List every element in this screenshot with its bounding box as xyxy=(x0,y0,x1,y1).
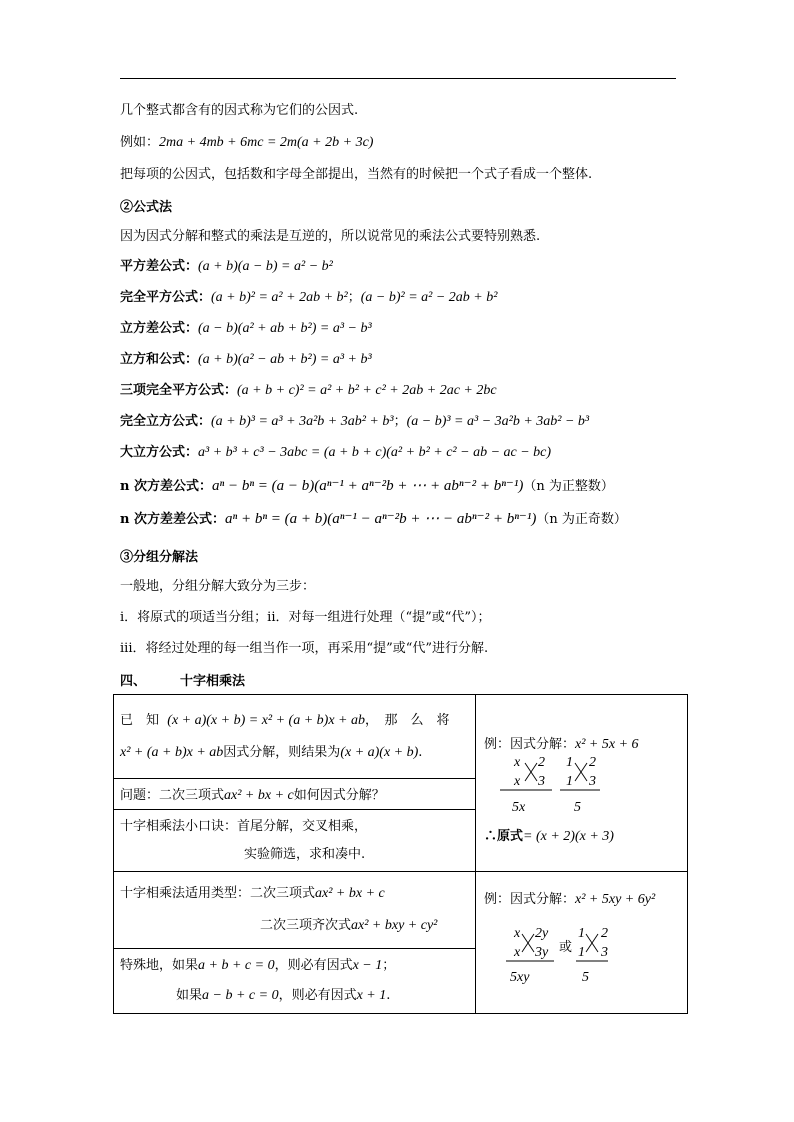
cross-term: 3y xyxy=(535,945,549,960)
text: 如何因式分解？ xyxy=(293,788,385,803)
section-heading-formula-method: ②公式法 xyxy=(120,200,173,215)
text: ，则必有因式 xyxy=(274,957,353,973)
cross-term: 1 xyxy=(566,773,573,789)
cross-sum: 5xy xyxy=(510,970,530,985)
example-formula: x² + 5x + 6 xyxy=(575,736,639,752)
identity-line-1 xyxy=(120,712,469,730)
formula-expression: (a + b + c)² = a² + b² + c² + 2ab + 2ac + 2bc xyxy=(237,383,497,398)
formula-expression: (a + b)³ = a³ + 3a²b + 3ab² + b³ xyxy=(211,414,394,429)
header-rule xyxy=(120,78,676,79)
formula-expression: aⁿ + bⁿ = (a + b)(aⁿ⁻¹ − aⁿ⁻²b + ⋯ − abⁿ⁻² + bⁿ⁻¹) xyxy=(224,511,537,527)
section-number: 四、 xyxy=(120,674,147,689)
text: . xyxy=(386,987,391,1003)
example-formula: x² + 5xy + 6y² xyxy=(575,892,656,907)
formula-label: 平方差公式： xyxy=(120,259,199,274)
formula-label: 三项完全平方公式： xyxy=(120,383,238,398)
text: 已 知 xyxy=(120,712,160,728)
cross-term: 2 xyxy=(589,754,596,770)
cell-applicable-types xyxy=(114,872,476,949)
identity-formula: x² + (a + b)x + ab xyxy=(120,744,224,760)
formula-row xyxy=(120,289,497,307)
formula-expression: (a + b)(a² − ab + b²) = a³ + b³ xyxy=(198,352,372,367)
formula-label: 完全平方公式： xyxy=(120,290,212,305)
formula-expression: (a − b)(a² + ab + b²) = a³ − b³ xyxy=(198,321,372,336)
text: 问题：二次三项式 xyxy=(120,788,225,803)
cell-example-2 xyxy=(476,872,688,1014)
text: ， 那 么 将 xyxy=(365,712,450,728)
formula-row xyxy=(120,510,627,529)
cross-term: 2 xyxy=(538,754,545,770)
factor-formula: x − 1 xyxy=(352,957,383,973)
text: ； xyxy=(382,957,396,973)
section-heading-cross-multiplication xyxy=(120,670,245,689)
formula-separator: ； xyxy=(347,290,361,305)
therefore-label: ∴原式 xyxy=(484,828,524,844)
text: 十字相乘法适用类型：二次三项式 xyxy=(120,885,316,901)
section2-desc: 因为因式分解和整式的乘法是互逆的，所以说常见的乘法公式要特别熟悉. xyxy=(120,229,541,244)
formula-label: n 次方差公式： xyxy=(120,479,212,494)
result-formula: (x + a)(x + b) xyxy=(340,744,419,760)
result-formula: = (x + 2)(x + 3) xyxy=(523,828,614,844)
formula-expression: a³ + b³ + c³ − 3abc = (a + b + c)(a² + b² + c² − ab − ac − bc) xyxy=(198,445,552,460)
cell-question xyxy=(114,779,476,810)
example-label: 例：因式分解： xyxy=(484,736,576,752)
section3-line-1: 一般地，分组分解大致分为三步： xyxy=(120,579,316,594)
question-formula: ax² + bx + c xyxy=(224,788,294,803)
formula-label: 完全立方公式： xyxy=(120,414,212,429)
formula-separator: ； xyxy=(393,414,407,429)
formula-row xyxy=(120,444,551,462)
example-formula: 2ma + 4mb + 6mc = 2m(a + 2b + 3c) xyxy=(159,135,374,150)
intro-line-3: 把每项的公因式，包括数和字母全部提出，当然有的时候把一个式子看成一个整体. xyxy=(120,167,593,182)
example-label: 例：因式分解： xyxy=(484,892,576,907)
formula-expression: (a + b)² = a² + 2ab + b² xyxy=(211,290,348,305)
formula-row xyxy=(120,382,497,400)
formula-note: （n 为正奇数） xyxy=(536,512,627,527)
text: 特殊地，如果 xyxy=(120,957,199,973)
formula-expression: aⁿ − bⁿ = (a − b)(aⁿ⁻¹ + aⁿ⁻²b + ⋯ + abⁿ⁻² + bⁿ⁻¹) xyxy=(211,478,524,494)
example-label: 例如： xyxy=(120,135,160,150)
text: 因式分解，则结果为 xyxy=(223,744,341,760)
example2-title xyxy=(484,888,655,908)
formula-row xyxy=(120,413,589,431)
formula-row xyxy=(120,320,372,338)
type-formula: ax² + bx + c xyxy=(315,885,385,901)
text: . xyxy=(418,744,423,760)
type-formula: ax² + bxy + cy² xyxy=(351,917,438,933)
cell-known-identity xyxy=(114,695,476,779)
cross-term: 1 xyxy=(578,926,585,941)
mnemonic-line-2: 实验筛选，求和凑中. xyxy=(244,846,366,862)
special-line-2 xyxy=(120,987,469,1005)
cross-term: 3 xyxy=(589,773,596,789)
cell-example-1 xyxy=(476,695,688,872)
cross-term: 3 xyxy=(538,773,545,789)
cross-term: x xyxy=(514,926,521,941)
cross-sum: 5x xyxy=(512,799,526,815)
formula-label: 立方差公式： xyxy=(120,321,199,336)
formula-row xyxy=(120,351,372,369)
formula-expression-2: (a − b)² = a² − 2ab + b² xyxy=(360,290,498,305)
formula-note: （n 为正整数） xyxy=(523,479,614,494)
example1-result xyxy=(484,825,614,845)
types-line-1 xyxy=(120,885,469,903)
intro-example xyxy=(120,134,373,152)
identity-line-2 xyxy=(120,744,469,762)
formula-expression-2: (a − b)³ = a³ − 3a²b + 3ab² − b³ xyxy=(406,414,590,429)
formula-label: n 次方差差公式： xyxy=(120,512,225,527)
text: 如果 xyxy=(176,987,203,1003)
section3-line-2: i．将原式的项适当分组；ii．对每一组进行处理（“提”或“代”）； xyxy=(120,610,491,625)
cross-term: 2y xyxy=(535,926,549,941)
formula-expression: (a + b)(a − b) = a² − b² xyxy=(198,259,333,274)
example1-title xyxy=(484,733,639,753)
cross-term: 2 xyxy=(601,926,608,941)
section-heading-grouping: ③分组分解法 xyxy=(120,550,199,565)
condition-formula: a + b + c = 0 xyxy=(198,957,275,973)
cross-term: x xyxy=(514,945,521,960)
text: 二次三项齐次式 xyxy=(260,917,352,933)
factor-formula: x + 1 xyxy=(356,987,387,1003)
special-line-1 xyxy=(120,957,469,975)
text: ，则必有因式 xyxy=(278,987,357,1003)
intro-line-1: 几个整式都含有的因式称为它们的公因式. xyxy=(120,103,359,118)
cell-special-cases xyxy=(114,948,476,1013)
section3-line-3: iii．将经过处理的每一组当作一项，再采用“提”或“代”进行分解. xyxy=(120,641,489,656)
cell-mnemonic xyxy=(114,810,476,872)
cross-term: x xyxy=(514,754,521,770)
or-label: 或 xyxy=(559,940,573,955)
types-line-2 xyxy=(120,917,469,935)
formula-label: 大立方公式： xyxy=(120,445,199,460)
cross-term: x xyxy=(514,773,521,789)
cross-multiplication-table xyxy=(113,694,688,1014)
cross-term: 3 xyxy=(601,945,608,960)
mnemonic-line-1: 十字相乘法小口诀：首尾分解，交叉相乘， xyxy=(120,818,368,834)
condition-formula: a − b + c = 0 xyxy=(202,987,279,1003)
formula-row xyxy=(120,477,614,496)
cross-sum: 5 xyxy=(574,799,581,815)
cross-term: 1 xyxy=(578,945,585,960)
formula-row xyxy=(120,258,333,276)
cross-sum: 5 xyxy=(582,970,589,985)
formula-label: 立方和公式： xyxy=(120,352,199,367)
identity-formula: (x + a)(x + b) = x² + (a + b)x + ab xyxy=(167,712,365,728)
cross-term: 1 xyxy=(566,754,573,770)
section-title: 十字相乘法 xyxy=(180,674,246,689)
